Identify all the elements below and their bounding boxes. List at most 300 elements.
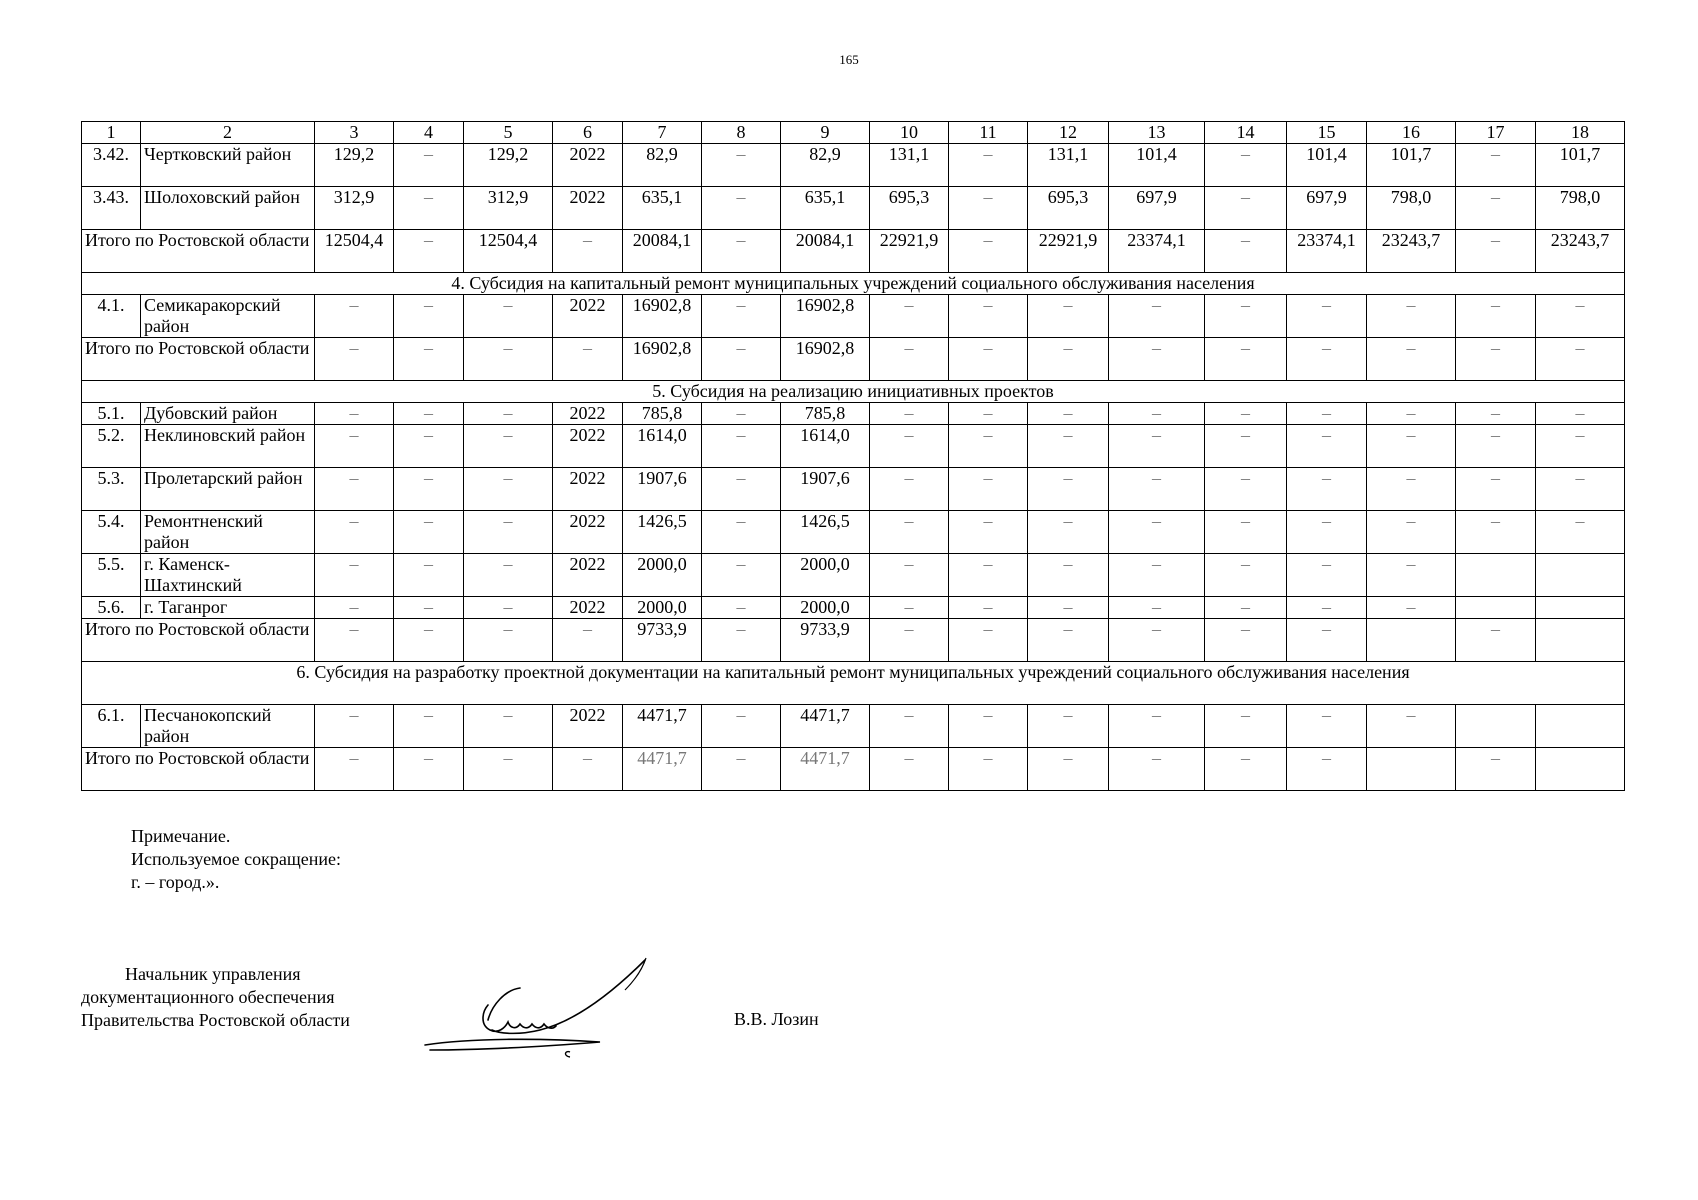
value-cell: – <box>702 468 781 511</box>
value-cell <box>1367 619 1456 662</box>
row-number: 6.1. <box>82 705 141 748</box>
value-cell: – <box>1028 597 1109 619</box>
value-cell: – <box>1205 403 1287 425</box>
value-cell: – <box>1287 511 1367 554</box>
value-cell: – <box>1287 705 1367 748</box>
value-cell: 2022 <box>553 554 623 597</box>
column-header: 7 <box>623 122 702 144</box>
value-cell: – <box>1109 511 1205 554</box>
value-cell: 16902,8 <box>623 295 702 338</box>
value-cell: – <box>1536 403 1625 425</box>
value-cell: – <box>1205 187 1287 230</box>
value-cell: – <box>1367 338 1456 381</box>
column-header: 9 <box>781 122 870 144</box>
value-cell: – <box>1028 468 1109 511</box>
value-cell: 101,7 <box>1367 144 1456 187</box>
value-cell: 695,3 <box>1028 187 1109 230</box>
value-cell: – <box>1287 597 1367 619</box>
value-cell: 2022 <box>553 511 623 554</box>
value-cell: – <box>464 425 553 468</box>
value-cell: 1907,6 <box>623 468 702 511</box>
column-header: 16 <box>1367 122 1456 144</box>
value-cell: 785,8 <box>623 403 702 425</box>
value-cell: – <box>702 511 781 554</box>
total-label: Итого по Ростовской области <box>82 230 315 273</box>
column-header: 3 <box>315 122 394 144</box>
value-cell: 131,1 <box>870 144 949 187</box>
value-cell: – <box>1205 468 1287 511</box>
value-cell: – <box>315 597 394 619</box>
value-cell: – <box>553 748 623 791</box>
row-district: Дубовский район <box>141 403 315 425</box>
value-cell: – <box>870 468 949 511</box>
value-cell <box>1456 705 1536 748</box>
value-cell: 2000,0 <box>623 554 702 597</box>
column-header: 11 <box>949 122 1028 144</box>
value-cell: – <box>464 705 553 748</box>
value-cell: – <box>1456 748 1536 791</box>
value-cell: – <box>1205 425 1287 468</box>
value-cell: – <box>1205 705 1287 748</box>
value-cell: – <box>394 144 464 187</box>
value-cell: – <box>1287 403 1367 425</box>
value-cell <box>1536 597 1625 619</box>
value-cell: – <box>1205 597 1287 619</box>
value-cell: – <box>553 338 623 381</box>
value-cell <box>1456 554 1536 597</box>
row-number: 5.2. <box>82 425 141 468</box>
value-cell: – <box>1205 619 1287 662</box>
row-number: 5.6. <box>82 597 141 619</box>
value-cell: 16902,8 <box>781 338 870 381</box>
value-cell: – <box>1536 425 1625 468</box>
value-cell: – <box>949 554 1028 597</box>
value-cell: 1426,5 <box>781 511 870 554</box>
value-cell: – <box>949 748 1028 791</box>
value-cell: 2000,0 <box>623 597 702 619</box>
value-cell: – <box>1367 511 1456 554</box>
table-row <box>82 468 1625 511</box>
row-district: Песчанокопский район <box>141 705 315 748</box>
column-header: 8 <box>702 122 781 144</box>
value-cell: – <box>1367 554 1456 597</box>
value-cell: – <box>315 619 394 662</box>
table-body <box>82 122 1625 791</box>
value-cell: – <box>1456 338 1536 381</box>
value-cell: – <box>394 403 464 425</box>
value-cell: – <box>315 295 394 338</box>
value-cell: 798,0 <box>1536 187 1625 230</box>
value-cell: – <box>1205 144 1287 187</box>
value-cell: – <box>394 425 464 468</box>
note-abbrev-label: Используемое сокращение: <box>131 849 341 869</box>
row-number: 5.1. <box>82 403 141 425</box>
value-cell: 2000,0 <box>781 554 870 597</box>
row-district: Семикаракорский район <box>141 295 315 338</box>
value-cell: – <box>1028 705 1109 748</box>
value-cell: – <box>1109 403 1205 425</box>
value-cell: 697,9 <box>1109 187 1205 230</box>
signatory-line-1: Начальник управления <box>125 964 301 984</box>
value-cell: – <box>1109 619 1205 662</box>
row-number: 5.3. <box>82 468 141 511</box>
value-cell: 82,9 <box>623 144 702 187</box>
row-district: Шолоховский район <box>141 187 315 230</box>
value-cell: – <box>1028 425 1109 468</box>
value-cell: – <box>1456 619 1536 662</box>
value-cell: – <box>870 295 949 338</box>
value-cell: – <box>553 619 623 662</box>
column-header: 14 <box>1205 122 1287 144</box>
header-row <box>82 122 1625 144</box>
value-cell: – <box>870 705 949 748</box>
section-row <box>82 273 1625 295</box>
value-cell: – <box>870 748 949 791</box>
value-cell: – <box>464 619 553 662</box>
note-abbrev: г. – город.». <box>131 872 220 892</box>
value-cell: 697,9 <box>1287 187 1367 230</box>
value-cell: 23374,1 <box>1109 230 1205 273</box>
value-cell: 12504,4 <box>464 230 553 273</box>
row-number: 4.1. <box>82 295 141 338</box>
value-cell: – <box>1367 403 1456 425</box>
value-cell: – <box>1028 338 1109 381</box>
value-cell: – <box>1205 338 1287 381</box>
value-cell: – <box>1028 295 1109 338</box>
value-cell: – <box>949 425 1028 468</box>
value-cell: – <box>1367 425 1456 468</box>
value-cell: – <box>702 425 781 468</box>
value-cell: – <box>1287 748 1367 791</box>
value-cell: 9733,9 <box>623 619 702 662</box>
value-cell: – <box>1028 403 1109 425</box>
column-header: 15 <box>1287 122 1367 144</box>
row-number: 3.43. <box>82 187 141 230</box>
value-cell: – <box>1367 295 1456 338</box>
value-cell: 1614,0 <box>623 425 702 468</box>
table-row <box>82 705 1625 748</box>
column-header: 17 <box>1456 122 1536 144</box>
value-cell: – <box>315 468 394 511</box>
value-cell: 2000,0 <box>781 597 870 619</box>
value-cell: – <box>315 554 394 597</box>
value-cell: – <box>949 705 1028 748</box>
value-cell: – <box>702 403 781 425</box>
value-cell: – <box>1028 619 1109 662</box>
value-cell: – <box>1536 338 1625 381</box>
value-cell: – <box>394 511 464 554</box>
value-cell: – <box>702 597 781 619</box>
total-row <box>82 338 1625 381</box>
value-cell: 23243,7 <box>1367 230 1456 273</box>
row-district: г. Таганрог <box>141 597 315 619</box>
value-cell: – <box>702 619 781 662</box>
value-cell <box>1536 748 1625 791</box>
value-cell: – <box>1205 748 1287 791</box>
value-cell: 2022 <box>553 295 623 338</box>
table-row <box>82 425 1625 468</box>
value-cell: 2022 <box>553 597 623 619</box>
value-cell: – <box>464 748 553 791</box>
column-header: 4 <box>394 122 464 144</box>
value-cell <box>1456 597 1536 619</box>
value-cell: 22921,9 <box>1028 230 1109 273</box>
row-number: 3.42. <box>82 144 141 187</box>
column-header: 6 <box>553 122 623 144</box>
value-cell: 798,0 <box>1367 187 1456 230</box>
value-cell: – <box>1456 403 1536 425</box>
value-cell <box>1536 554 1625 597</box>
value-cell: – <box>1456 468 1536 511</box>
value-cell: – <box>870 597 949 619</box>
value-cell: – <box>1205 295 1287 338</box>
value-cell: 20084,1 <box>623 230 702 273</box>
value-cell <box>1536 619 1625 662</box>
value-cell: – <box>1456 144 1536 187</box>
value-cell: – <box>315 748 394 791</box>
value-cell: 101,4 <box>1287 144 1367 187</box>
value-cell: 101,7 <box>1536 144 1625 187</box>
value-cell: – <box>1028 748 1109 791</box>
value-cell: 129,2 <box>315 144 394 187</box>
column-header: 18 <box>1536 122 1625 144</box>
total-label: Итого по Ростовской области <box>82 619 315 662</box>
value-cell: 695,3 <box>870 187 949 230</box>
value-cell: 635,1 <box>623 187 702 230</box>
value-cell: – <box>315 338 394 381</box>
value-cell: 2022 <box>553 468 623 511</box>
value-cell: – <box>315 705 394 748</box>
value-cell: – <box>702 338 781 381</box>
total-row <box>82 619 1625 662</box>
value-cell: 4471,7 <box>623 748 702 791</box>
subsidy-table <box>81 121 1625 791</box>
value-cell: – <box>315 403 394 425</box>
value-cell: 4471,7 <box>623 705 702 748</box>
total-label: Итого по Ростовской области <box>82 748 315 791</box>
note <box>131 825 341 894</box>
value-cell: – <box>1287 338 1367 381</box>
value-cell: – <box>1287 619 1367 662</box>
signatory-line-2: документационного обеспечения <box>81 987 335 1007</box>
value-cell: – <box>702 748 781 791</box>
signatory-name: В.В. Лозин <box>734 1009 819 1029</box>
value-cell: – <box>553 230 623 273</box>
value-cell: 82,9 <box>781 144 870 187</box>
row-district: Чертковский район <box>141 144 315 187</box>
value-cell: – <box>394 554 464 597</box>
value-cell: – <box>394 705 464 748</box>
row-district: Ремонтненский район <box>141 511 315 554</box>
table-row <box>82 554 1625 597</box>
value-cell: – <box>1109 597 1205 619</box>
value-cell: – <box>702 144 781 187</box>
value-cell: – <box>315 511 394 554</box>
value-cell: – <box>1287 468 1367 511</box>
value-cell: 2022 <box>553 403 623 425</box>
value-cell: – <box>1028 554 1109 597</box>
value-cell: – <box>949 619 1028 662</box>
value-cell: – <box>1109 705 1205 748</box>
value-cell: – <box>1287 295 1367 338</box>
value-cell: – <box>1109 468 1205 511</box>
column-header: 1 <box>82 122 141 144</box>
value-cell: – <box>1028 511 1109 554</box>
value-cell: 131,1 <box>1028 144 1109 187</box>
signatory-position <box>81 963 350 1032</box>
value-cell: 2022 <box>553 705 623 748</box>
value-cell: – <box>1367 468 1456 511</box>
value-cell: – <box>949 511 1028 554</box>
value-cell: – <box>1109 748 1205 791</box>
value-cell <box>1536 705 1625 748</box>
value-cell: – <box>1456 187 1536 230</box>
value-cell: 1614,0 <box>781 425 870 468</box>
value-cell: 22921,9 <box>870 230 949 273</box>
value-cell: – <box>315 425 394 468</box>
value-cell: – <box>870 511 949 554</box>
table-row <box>82 403 1625 425</box>
value-cell: – <box>1109 295 1205 338</box>
value-cell: 785,8 <box>781 403 870 425</box>
value-cell: – <box>1456 425 1536 468</box>
value-cell: 12504,4 <box>315 230 394 273</box>
value-cell: – <box>702 295 781 338</box>
value-cell: – <box>1456 230 1536 273</box>
value-cell: 1426,5 <box>623 511 702 554</box>
value-cell: 312,9 <box>315 187 394 230</box>
value-cell: – <box>394 597 464 619</box>
value-cell: – <box>949 187 1028 230</box>
value-cell: 2022 <box>553 425 623 468</box>
value-cell: 2022 <box>553 144 623 187</box>
value-cell: – <box>394 748 464 791</box>
row-district: г. Каменск-Шахтинский <box>141 554 315 597</box>
value-cell: – <box>464 554 553 597</box>
value-cell: 20084,1 <box>781 230 870 273</box>
signatory-line-3: Правительства Ростовской области <box>81 1010 350 1030</box>
value-cell: – <box>464 597 553 619</box>
value-cell: – <box>949 403 1028 425</box>
section-title: 4. Субсидия на капитальный ремонт муниципальных учреждений социального обслуживания населения <box>82 273 1625 295</box>
value-cell: – <box>949 338 1028 381</box>
column-header: 5 <box>464 122 553 144</box>
value-cell: – <box>870 425 949 468</box>
row-number: 5.4. <box>82 511 141 554</box>
value-cell: 23374,1 <box>1287 230 1367 273</box>
value-cell: – <box>1536 511 1625 554</box>
value-cell: – <box>1536 295 1625 338</box>
value-cell: 9733,9 <box>781 619 870 662</box>
value-cell: 312,9 <box>464 187 553 230</box>
section-title: 5. Субсидия на реализацию инициативных проектов <box>82 381 1625 403</box>
value-cell: – <box>464 295 553 338</box>
column-header: 10 <box>870 122 949 144</box>
total-label: Итого по Ростовской области <box>82 338 315 381</box>
value-cell: – <box>1205 511 1287 554</box>
value-cell: 4471,7 <box>781 705 870 748</box>
value-cell: – <box>1367 705 1456 748</box>
total-row <box>82 230 1625 273</box>
total-row <box>82 748 1625 791</box>
value-cell: – <box>1287 554 1367 597</box>
handwritten-signature <box>420 950 650 1060</box>
value-cell: 2022 <box>553 187 623 230</box>
value-cell: – <box>870 338 949 381</box>
table-row <box>82 144 1625 187</box>
value-cell: – <box>1109 338 1205 381</box>
page-number: 165 <box>839 52 859 67</box>
table-row <box>82 511 1625 554</box>
row-number: 5.5. <box>82 554 141 597</box>
column-header: 12 <box>1028 122 1109 144</box>
row-district: Пролетарский район <box>141 468 315 511</box>
value-cell: – <box>464 338 553 381</box>
value-cell: – <box>702 705 781 748</box>
value-cell: – <box>1109 425 1205 468</box>
value-cell: 1907,6 <box>781 468 870 511</box>
value-cell: – <box>394 187 464 230</box>
value-cell: – <box>1205 230 1287 273</box>
value-cell: – <box>464 468 553 511</box>
value-cell: – <box>702 554 781 597</box>
section-title: 6. Субсидия на разработку проектной документации на капитальный ремонт муниципальных учреждений социального обслуживания населения <box>82 662 1625 705</box>
value-cell: – <box>949 468 1028 511</box>
value-cell: – <box>394 295 464 338</box>
value-cell: 23243,7 <box>1536 230 1625 273</box>
value-cell: 129,2 <box>464 144 553 187</box>
section-row <box>82 662 1625 705</box>
value-cell: – <box>394 468 464 511</box>
value-cell: 4471,7 <box>781 748 870 791</box>
value-cell: – <box>464 403 553 425</box>
value-cell: – <box>870 619 949 662</box>
value-cell: – <box>1109 554 1205 597</box>
value-cell: – <box>1536 468 1625 511</box>
value-cell: – <box>464 511 553 554</box>
value-cell: – <box>949 144 1028 187</box>
table-row <box>82 295 1625 338</box>
value-cell: 101,4 <box>1109 144 1205 187</box>
column-header: 2 <box>141 122 315 144</box>
value-cell: – <box>1287 425 1367 468</box>
value-cell: – <box>1205 554 1287 597</box>
value-cell: – <box>394 338 464 381</box>
value-cell: – <box>949 295 1028 338</box>
column-header: 13 <box>1109 122 1205 144</box>
value-cell: 635,1 <box>781 187 870 230</box>
table-row <box>82 187 1625 230</box>
value-cell: – <box>949 230 1028 273</box>
value-cell: – <box>394 230 464 273</box>
value-cell: – <box>702 187 781 230</box>
value-cell: – <box>1456 295 1536 338</box>
note-title: Примечание. <box>131 826 231 846</box>
value-cell: 16902,8 <box>781 295 870 338</box>
value-cell: – <box>1367 597 1456 619</box>
value-cell: – <box>870 403 949 425</box>
value-cell: – <box>1456 511 1536 554</box>
table-row <box>82 597 1625 619</box>
value-cell: – <box>870 554 949 597</box>
value-cell <box>1367 748 1456 791</box>
row-district: Неклиновский район <box>141 425 315 468</box>
value-cell: – <box>702 230 781 273</box>
section-row <box>82 381 1625 403</box>
value-cell: – <box>394 619 464 662</box>
value-cell: – <box>949 597 1028 619</box>
value-cell: 16902,8 <box>623 338 702 381</box>
